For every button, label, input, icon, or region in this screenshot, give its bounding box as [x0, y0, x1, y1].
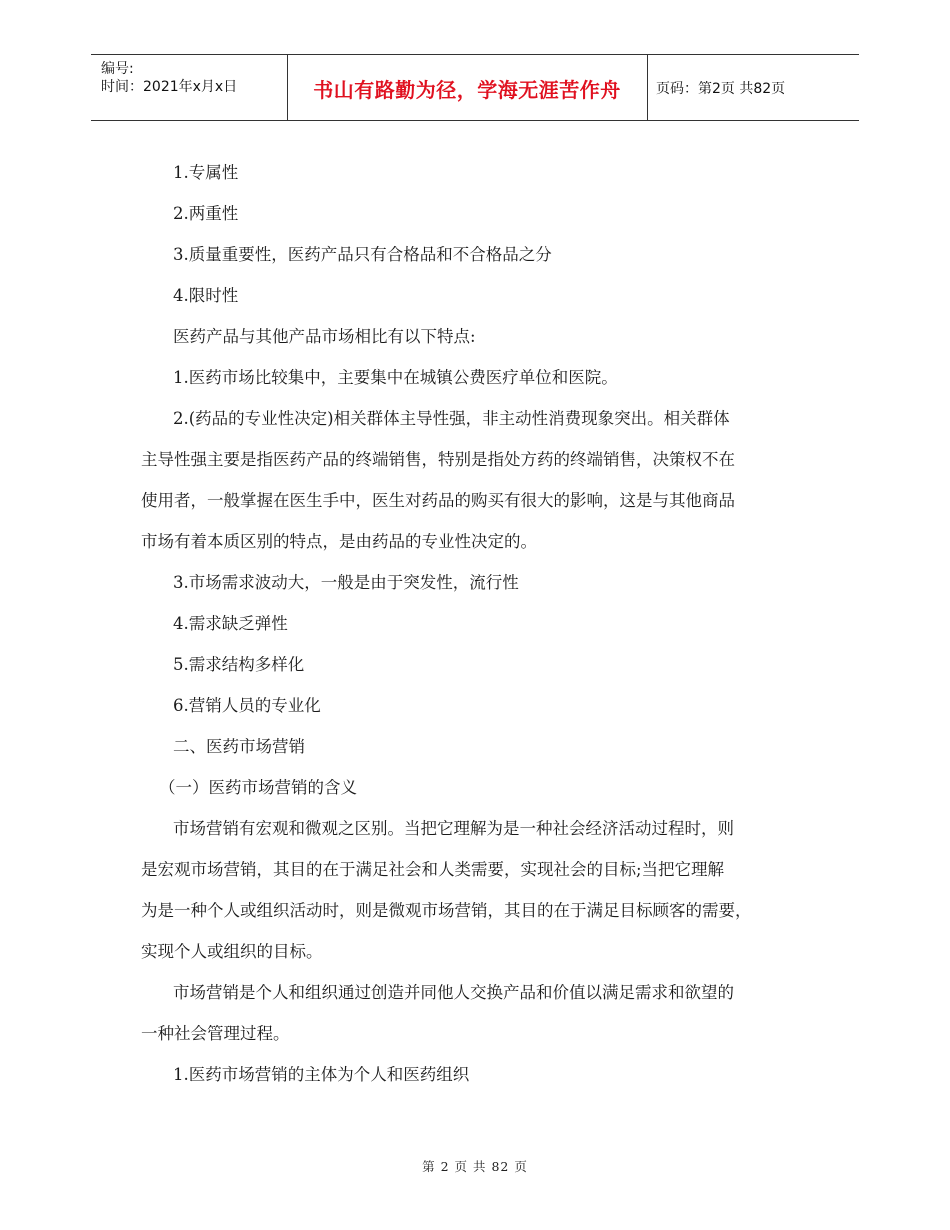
body-line: 使用者，一般掌握在医生手中，医生对药品的购买有很大的影响，这是与其他商品	[141, 491, 735, 510]
body-line: 主导性强主要是指医药产品的终端销售，特别是指处方药的终端销售，决策权不在	[141, 450, 735, 469]
header-divider-right	[647, 55, 648, 120]
body-line: 市场营销是个人和组织通过创造并同他人交换产品和价值以满足需求和欲望的	[173, 983, 734, 1002]
header-meta	[101, 60, 237, 96]
body-line: 一种社会管理过程。	[141, 1024, 290, 1043]
header-number-label: 编号:	[101, 61, 134, 77]
header-page-number: 页码：第2页 共82页	[656, 81, 786, 97]
body-line: 医药产品与其他产品市场相比有以下特点:	[173, 327, 476, 346]
body-line: 市场有着本质区别的特点，是由药品的专业性决定的。	[141, 532, 537, 551]
body-line: 3.质量重要性，医药产品只有合格品和不合格品之分	[173, 245, 552, 264]
body-line: 为是一种个人或组织活动时，则是微观市场营销，其目的在于满足目标顾客的需要，	[141, 901, 752, 920]
body-line: 4.需求缺乏弹性	[173, 614, 288, 633]
body-line: 3.市场需求波动大，一般是由于突发性，流行性	[173, 573, 519, 592]
body-line: 是宏观市场营销，其目的在于满足社会和人类需要，实现社会的目标;当把它理解	[141, 860, 725, 879]
body-line: 5.需求结构多样化	[173, 655, 305, 674]
subsection-heading: （一）医药市场营销的含义	[159, 778, 357, 797]
body-line: 6.营销人员的专业化	[173, 696, 321, 715]
page-header	[91, 54, 859, 121]
page-footer: 第 2 页 共 82 页	[422, 1159, 528, 1174]
body-line: 2.(药品的专业性决定)相关群体主导性强，非主动性消费现象突出。相关群体	[173, 409, 730, 428]
document-body	[141, 152, 841, 1095]
body-line: 1.专属性	[173, 163, 239, 182]
body-line: 1.医药市场营销的主体为个人和医药组织	[173, 1065, 470, 1084]
header-motto: 书山有路勤为径，学海无涯苦作舟	[313, 77, 621, 102]
body-line: 1.医药市场比较集中，主要集中在城镇公费医疗单位和医院。	[173, 368, 618, 387]
body-line: 4.限时性	[173, 286, 239, 305]
body-line: 市场营销有宏观和微观之区别。当把它理解为是一种社会经济活动过程时，则	[173, 819, 734, 838]
section-heading: 二、医药市场营销	[173, 737, 305, 756]
header-time-label: 时间：2021年x月x日	[101, 79, 238, 95]
body-line: 实现个人或组织的目标。	[141, 942, 323, 961]
body-line: 2.两重性	[173, 204, 239, 223]
